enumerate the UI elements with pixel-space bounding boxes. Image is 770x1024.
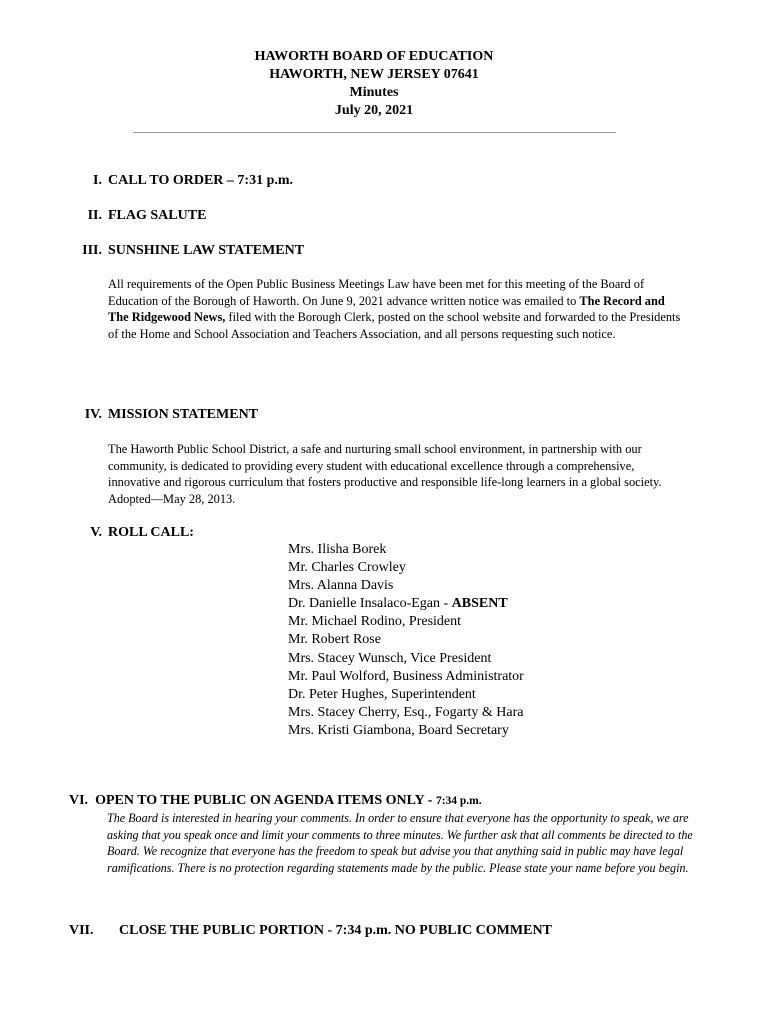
member-name: Dr. Danielle Insalaco-Egan - (288, 596, 452, 612)
section-number: VI. (69, 793, 89, 808)
section-open-to-public (69, 792, 482, 810)
list-item: Mrs. Stacey Wunsch, Vice President (288, 650, 492, 666)
header-board-name: HAWORTH BOARD OF EDUCATION (254, 49, 494, 64)
section-call-to-order (0, 172, 293, 190)
sunshine-text-part: filed with the Borough Clerk, posted on the school website and forwarded to the Presidents of the Home and School Association and Teachers Association, and all persons requesting such notice. (108, 310, 681, 341)
section-close-public-portion (69, 922, 552, 940)
section-number: II. (87, 208, 102, 223)
section-title: CALL TO ORDER – 7:31 p.m. (108, 173, 294, 188)
section-roll-call (0, 524, 194, 542)
list-item: Mr. Charles Crowley (288, 560, 406, 576)
section-number: IV. (84, 407, 102, 422)
header-divider (133, 132, 616, 133)
list-item: Dr. Peter Hughes, Superintendent (288, 686, 476, 702)
list-item: Mr. Robert Rose (288, 632, 381, 648)
document-header (0, 48, 748, 120)
section-title: SUNSHINE LAW STATEMENT (108, 243, 305, 258)
header-location: HAWORTH, NEW JERSEY 07641 (269, 67, 479, 82)
list-item: Mr. Michael Rodino, President (288, 614, 462, 630)
section-mission-statement (0, 406, 258, 424)
section-sunshine-law (0, 242, 304, 260)
sunshine-text-part: All requirements of the Open Public Business Meetings Law have been met for this meeting of the Board of Education of the Borough of Haworth. On June 9, 2021 advance written notice was emailed to (108, 277, 645, 308)
section-flag-salute (0, 207, 206, 225)
sunshine-law-text (108, 276, 688, 342)
section-number: VII. (69, 923, 94, 938)
header-doc-type: Minutes (349, 85, 399, 100)
section-title: OPEN TO THE PUBLIC ON AGENDA ITEMS ONLY - (95, 793, 436, 808)
section-title: CLOSE THE PUBLIC PORTION - 7:34 p.m. NO PUBLIC COMMENT (119, 923, 552, 938)
list-item (288, 595, 524, 613)
absent-label: ABSENT (451, 596, 508, 612)
public-comment-notice: The Board is interested in hearing your comments. In order to ensure that everyone has the opportunity to speak, we are asking that you speak once and limit your comments to three minutes. We further ask that all comments be directed to the Board. We recognize that everyone has the freedom to speak but advise you that anything said in public may have legal ramifications. There is no protection regarding statements made by the public. Please state your name before you begin. (107, 811, 693, 875)
section-number: I. (93, 173, 102, 188)
list-item: Mrs. Alanna Davis (288, 578, 394, 594)
section-title: ROLL CALL: (108, 525, 194, 540)
header-date: July 20, 2021 (334, 103, 414, 118)
section-number: III. (82, 243, 102, 258)
list-item: Mr. Paul Wolford, Business Administrator (288, 668, 524, 684)
list-item: Mrs. Kristi Giambona, Board Secretary (288, 722, 509, 738)
newspaper-names: The Record and The Ridgewood News, (108, 293, 665, 324)
roll-call-list (288, 541, 524, 740)
section-title: MISSION STATEMENT (108, 407, 259, 422)
section-title: FLAG SALUTE (108, 208, 207, 223)
section-number: V. (90, 525, 102, 540)
mission-statement-text: The Haworth Public School District, a safe and nurturing small school environment, in partnership with our community, is dedicated to providing every student with educational excellence through a comprehensive, innovative and rigorous curriculum that fosters productive and responsible life-long learners in a global society. Adopted—May 28, 2013. (108, 442, 662, 506)
list-item: Mrs. Stacey Cherry, Esq., Fogarty & Hara (288, 704, 524, 720)
list-item: Mrs. Ilisha Borek (288, 542, 387, 557)
section-time: 7:34 p.m. (435, 795, 482, 807)
